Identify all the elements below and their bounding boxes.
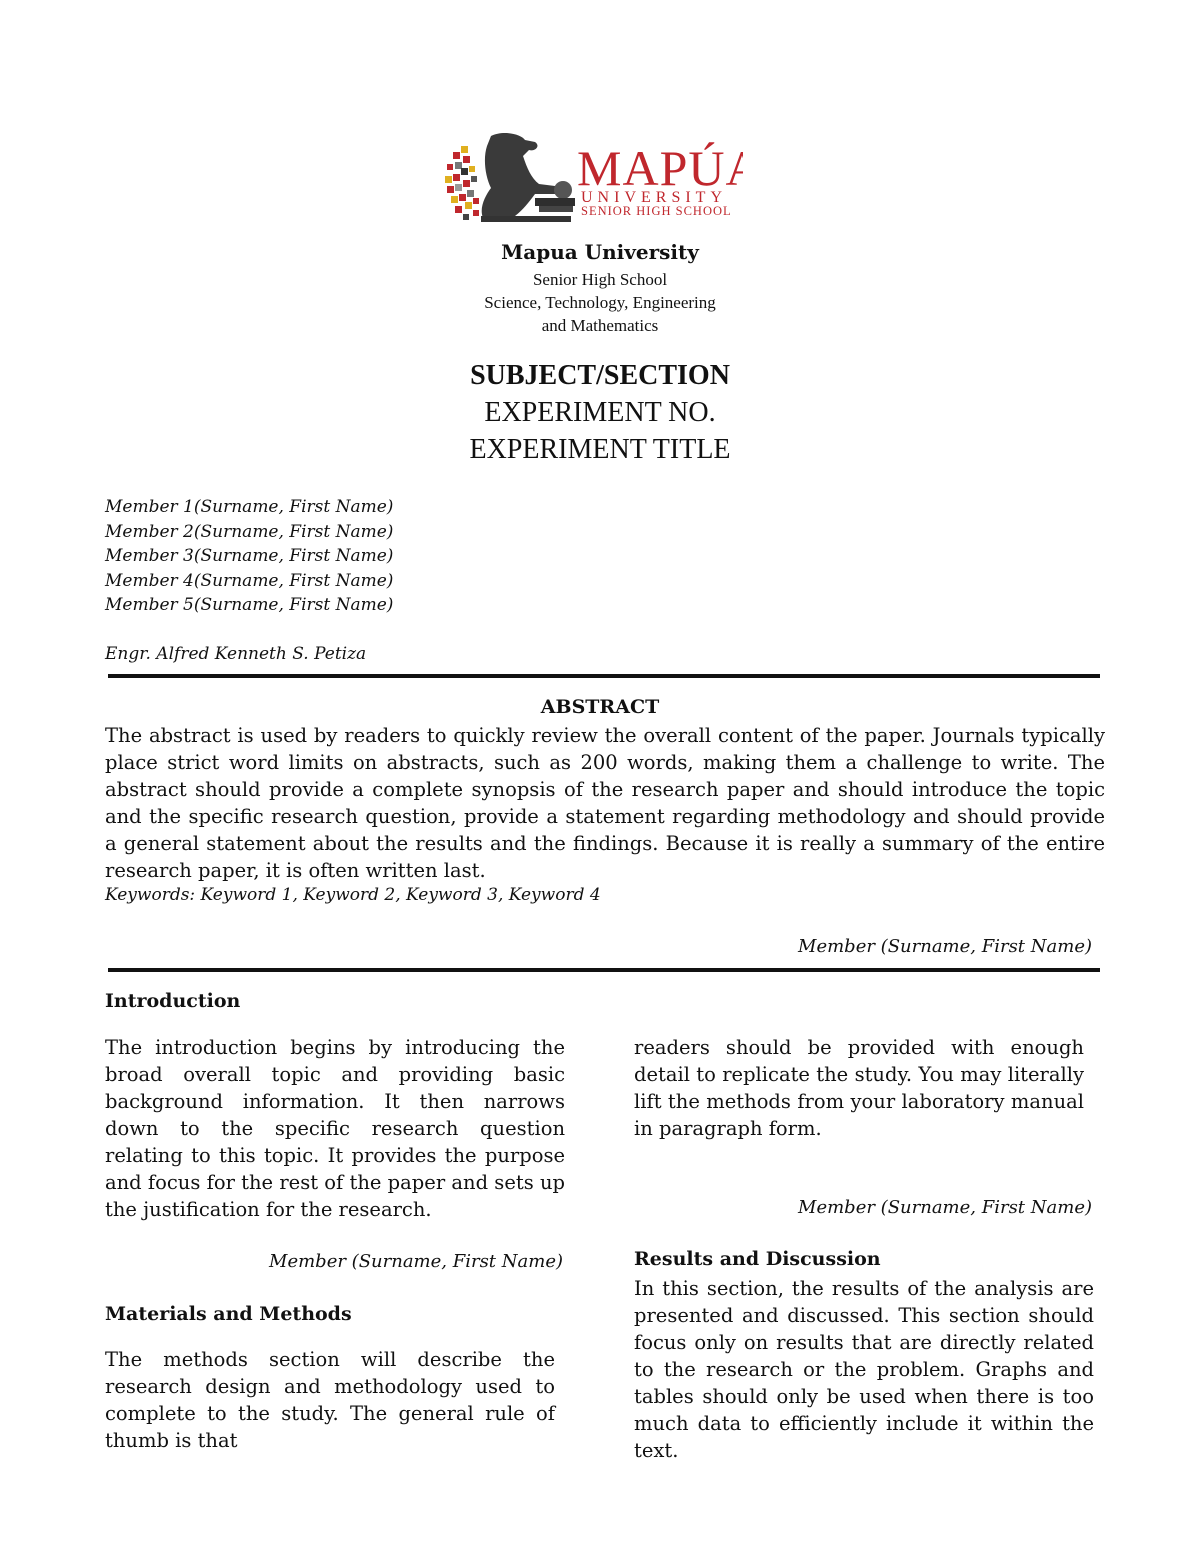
member-name: Member 2(Surname, First Name) bbox=[105, 521, 394, 542]
abstract-byline: Member (Surname, First Name) bbox=[798, 936, 1092, 957]
methods-text: The methods section will describe the research design and methodology used to complete to the study. The general rule of thumb is that bbox=[105, 1348, 555, 1452]
member-name: Member 4(Surname, First Name) bbox=[105, 570, 394, 591]
methods-heading: Materials and Methods bbox=[105, 1303, 352, 1325]
mapua-logo bbox=[443, 128, 743, 232]
mapua-logo-graphic bbox=[443, 128, 743, 232]
introduction-heading: Introduction bbox=[105, 990, 241, 1012]
abstract-title: ABSTRACT bbox=[540, 696, 660, 718]
member-list bbox=[105, 495, 393, 618]
introduction-byline: Member (Surname, First Name) bbox=[269, 1251, 563, 1272]
logo-name-line2: UNIVERSITY bbox=[581, 189, 727, 206]
results-text: In this section, the results of the analysis are presented and discussed. This section should focus only on results that are directly related to the research or the problem. Graphs and tables should only be used when there is too much data to efficiently include it within the text. bbox=[634, 1277, 1094, 1462]
member-name: Member 3(Surname, First Name) bbox=[105, 546, 394, 566]
university-name: Mapua University bbox=[501, 240, 699, 264]
header-line-3: and Mathematics bbox=[541, 316, 659, 335]
experiment-title: EXPERIMENT TITLE bbox=[469, 434, 731, 465]
keywords: Keywords: Keyword 1, Keyword 2, Keyword 3, Keyword 4 bbox=[105, 885, 601, 905]
header-line-2: Science, Technology, Engineering bbox=[484, 293, 716, 312]
methods-text-continued: readers should be provided with enough detail to replicate the study. You may literally lift the methods from your laboratory manual in paragraph form. bbox=[634, 1036, 1084, 1140]
seated-figure-icon bbox=[481, 133, 575, 222]
member-name: Member 5(Surname, First Name) bbox=[105, 595, 394, 615]
divider-top bbox=[108, 674, 1100, 678]
instructor-name: Engr. Alfred Kenneth S. Petiza bbox=[105, 644, 367, 664]
introduction-text: The introduction begins by introducing the broad overall topic and providing basic background information. It then narrows down to the specific research question relating to this topic. It provides the purpose and focus for the rest of the paper and sets up the justification for the research. bbox=[105, 1036, 565, 1221]
subject-section: SUBJECT/SECTION bbox=[470, 360, 730, 391]
abstract-text: The abstract is used by readers to quickly review the overall content of the paper. Journals typically place strict word limits on abstracts, such as 200 words, making them a challenge to write. The abstract should provide a complete synopsis of the research paper and should introduce the topic and the specific research question, provide a statement regarding methodology and should provide a general statement about the results and the findings. Because it is really a summary of the entire research paper, it is often written last. bbox=[105, 724, 1105, 882]
pixel-mosaic-icon bbox=[445, 146, 479, 220]
methods-byline: Member (Surname, First Name) bbox=[798, 1197, 1092, 1218]
logo-name-line3: SENIOR HIGH SCHOOL bbox=[581, 204, 732, 218]
experiment-number: EXPERIMENT NO. bbox=[484, 397, 716, 428]
header-line-1: Senior High School bbox=[532, 270, 668, 289]
results-heading: Results and Discussion bbox=[634, 1248, 881, 1270]
member-name: Member 1(Surname, First Name) bbox=[105, 497, 394, 517]
divider-bottom bbox=[108, 968, 1100, 972]
logo-name-line1: MAPÚ bbox=[577, 140, 726, 196]
